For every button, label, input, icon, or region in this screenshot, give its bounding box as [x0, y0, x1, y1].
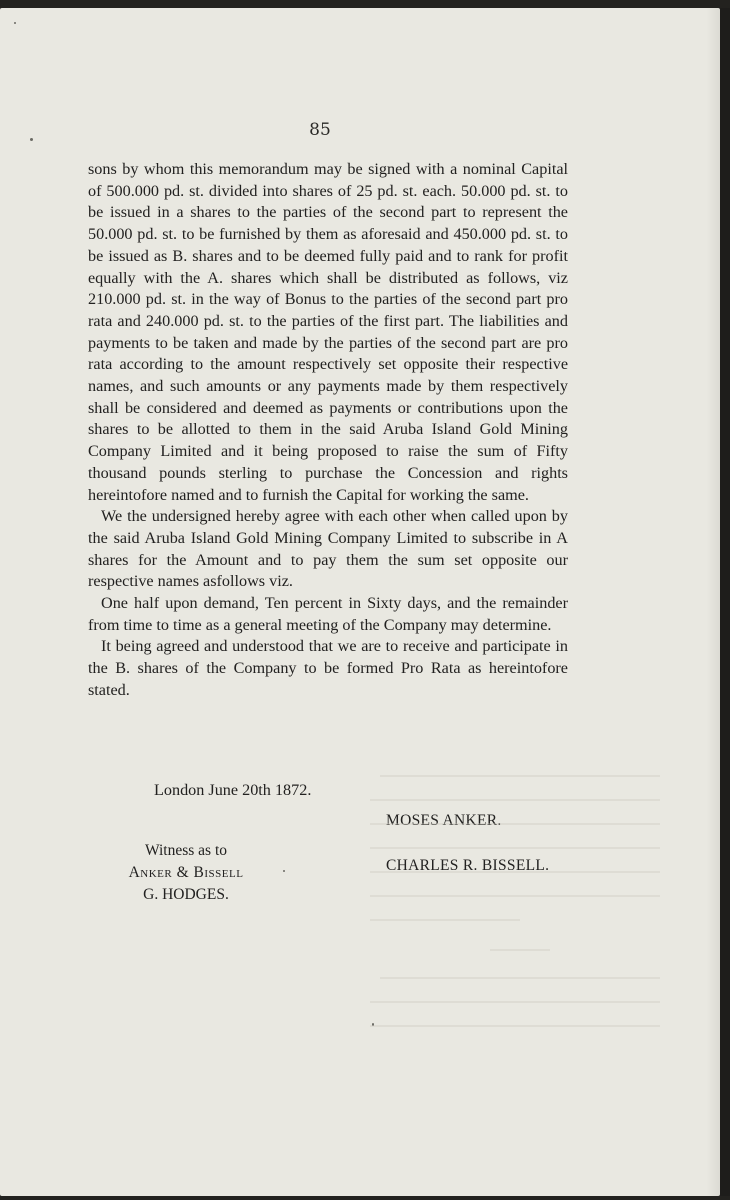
witness-block: [106, 840, 266, 906]
paper-speck: [30, 138, 33, 141]
signatory-moses-anker: MOSES ANKER.: [386, 812, 502, 829]
place-and-date: London June 20th 1872.: [154, 781, 312, 799]
document-page: [0, 8, 720, 1196]
page-edge-shadow: [706, 8, 720, 1196]
page-number: 85: [309, 120, 331, 140]
show-through-bleed: [360, 748, 680, 1048]
witness-label: Witness as to: [144, 842, 228, 859]
witness-firm: Anker & Bissell: [128, 864, 244, 881]
signatory-charles-bissell: CHARLES R. BISSELL.: [386, 857, 550, 874]
paragraph-subscription-agreement: We the undersigned hereby agree with each other when called upon by the said Aruba Island Gold Mining Company Limited to subscribe in A shares for the Amount and to pay them the sum set opposite our respective names asfollows viz.: [88, 507, 568, 591]
witness-name: G. HODGES.: [143, 886, 229, 903]
paragraph-b-shares: It being agreed and understood that we are to receive and participate in the B. shares of the Company to be formed Pro Rata as hereintofore stated.: [88, 637, 568, 699]
paragraph-payment-terms: One half upon demand, Ten percent in Sixty days, and the remainder from time to time as a general meeting of the Company may determine.: [88, 594, 568, 634]
paper-speck: [283, 870, 285, 872]
scan-dark-border: [720, 8, 730, 1196]
paper-speck: [14, 22, 16, 24]
paragraph-continuation: sons by whom this memorandum may be signed with a nominal Capital of 500.000 pd. st. divided into shares of 25 pd. st. each. 50.000 pd. st. to be issued in a shares to the parties of the second part to represent the 50.000 pd. st. to be furnished by them as aforesaid and 450.000 pd. st. to be issued as B. shares and to be deemed fully paid and to rank for profit equally with the A. shares which shall be distributed as follows, viz 210.000 pd. st. in the way of Bonus to the parties of the second part pro rata and 240.000 pd. st. to the parties of the first part. The liabilities and payments to be taken and made by the parties of the second part are pro rata according to the amount respectively set opposite their respective names, and such amounts or any payments made by them respectively shall be considered and deemed as payments or contributions upon the shares to be allotted to them in the said Aruba Island Gold Mining Company Limited and it being proposed to raise the sum of Fifty thousand pounds sterling to purchase the Concession and rights hereintofore named and to furnish the Capital for working the same.: [88, 160, 568, 504]
paper-speck: [372, 1023, 374, 1026]
body-text: [88, 159, 568, 702]
